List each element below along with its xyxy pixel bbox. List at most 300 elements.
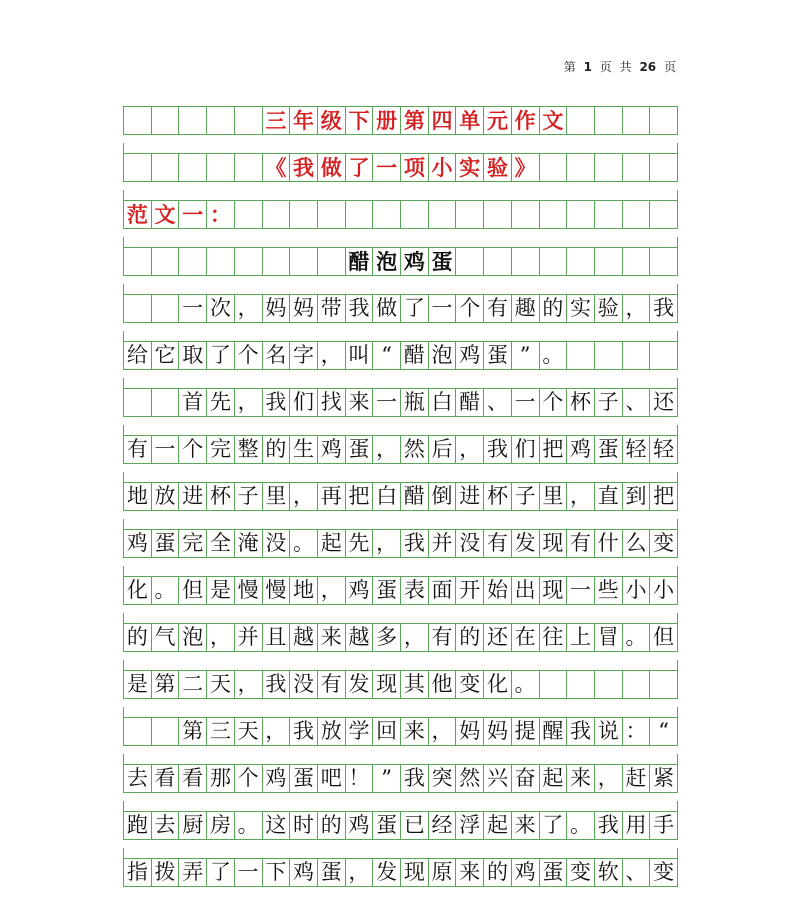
grid-row-cells — [123, 529, 678, 558]
grid-cell: 的 — [484, 859, 512, 886]
grid-cell: 用 — [623, 812, 651, 839]
grid-cell: 首 — [179, 389, 207, 416]
grid-cell: 已 — [401, 812, 429, 839]
grid-cell: 一 — [373, 154, 401, 181]
grid-cell: 提 — [512, 718, 540, 745]
grid-cell: 醋 — [401, 483, 429, 510]
row-gap — [123, 143, 678, 153]
grid-cell: 化 — [484, 671, 512, 698]
grid-cell: 到 — [623, 483, 651, 510]
grid-cell: 表 — [401, 577, 429, 604]
grid-cell: ” — [512, 342, 540, 369]
grid-cell: 小 — [429, 154, 457, 181]
grid-cell: 我 — [263, 671, 291, 698]
grid-cell: 放 — [152, 483, 180, 510]
grid-cell: ， — [456, 436, 484, 463]
grid-row — [123, 707, 678, 754]
grid-cell: 妈 — [263, 295, 291, 322]
grid-row-cells — [123, 294, 678, 323]
grid-cell: 手 — [650, 812, 678, 839]
grid-cell: 出 — [512, 577, 540, 604]
grid-cell: 趣 — [512, 295, 540, 322]
grid-cell: 来 — [512, 812, 540, 839]
grid-cell: 变 — [567, 859, 595, 886]
grid-cell: 蛋 — [373, 577, 401, 604]
grid-cell: ， — [290, 483, 318, 510]
grid-row-cells — [123, 482, 678, 511]
grid-row-cells — [123, 717, 678, 746]
grid-cell: 。 — [152, 577, 180, 604]
grid-cell: 个 — [235, 765, 263, 792]
grid-cell: ， — [207, 624, 235, 651]
page-current: 1 — [583, 60, 592, 74]
grid-row-cells — [123, 200, 678, 229]
grid-cell — [567, 201, 595, 228]
grid-cell: 蛋 — [373, 812, 401, 839]
grid-cell: 有 — [124, 436, 152, 463]
grid-cell: 把 — [650, 483, 678, 510]
grid-cell: 且 — [263, 624, 291, 651]
row-gap — [123, 378, 678, 388]
grid-cell — [346, 201, 374, 228]
grid-cell: 没 — [263, 530, 291, 557]
grid-cell: 浮 — [456, 812, 484, 839]
grid-row — [123, 801, 678, 848]
grid-cell: 整 — [235, 436, 263, 463]
grid-row — [123, 754, 678, 801]
grid-cell: 鸡 — [567, 436, 595, 463]
grid-cell: “ — [373, 342, 401, 369]
grid-cell: 下 — [346, 107, 374, 134]
grid-cell — [623, 248, 651, 275]
page-suffix: 页 — [663, 60, 676, 74]
grid-cell: 范 — [124, 201, 152, 228]
grid-cell: 册 — [373, 107, 401, 134]
grid-cell: 、 — [623, 389, 651, 416]
grid-cell — [595, 154, 623, 181]
grid-row-cells — [123, 858, 678, 887]
grid-cell: 泡 — [429, 342, 457, 369]
grid-row — [123, 848, 678, 895]
grid-cell: 的 — [456, 624, 484, 651]
grid-cell: ， — [373, 530, 401, 557]
grid-cell: 级 — [318, 107, 346, 134]
grid-cell — [263, 248, 291, 275]
grid-cell: 给 — [124, 342, 152, 369]
grid-cell: 、 — [484, 389, 512, 416]
grid-cell: 年 — [290, 107, 318, 134]
grid-cell — [567, 248, 595, 275]
grid-cell: 什 — [595, 530, 623, 557]
grid-row-cells — [123, 153, 678, 182]
grid-cell: 鸡 — [263, 765, 291, 792]
grid-row-cells — [123, 106, 678, 135]
grid-cell: 妈 — [290, 295, 318, 322]
grid-cell: 个 — [456, 295, 484, 322]
grid-cell: 气 — [152, 624, 180, 651]
grid-cell — [595, 107, 623, 134]
row-gap — [123, 754, 678, 764]
grid-cell: 了 — [346, 154, 374, 181]
grid-cell: 》 — [512, 154, 540, 181]
grid-cell: ， — [235, 295, 263, 322]
grid-cell: 子 — [235, 483, 263, 510]
grid-cell: 三 — [207, 718, 235, 745]
grid-cell: 做 — [373, 295, 401, 322]
grid-row — [123, 284, 678, 331]
grid-cell — [623, 201, 651, 228]
grid-cell: 小 — [650, 577, 678, 604]
grid-cell: 的 — [124, 624, 152, 651]
grid-row — [123, 378, 678, 425]
grid-row — [123, 190, 678, 237]
grid-cell: 作 — [512, 107, 540, 134]
grid-cell: 一 — [235, 859, 263, 886]
grid-cell: 去 — [152, 812, 180, 839]
grid-cell: 吧 — [318, 765, 346, 792]
grid-cell: 拨 — [152, 859, 180, 886]
grid-cell: ， — [373, 436, 401, 463]
grid-cell: 还 — [484, 624, 512, 651]
grid-cell: 文 — [152, 201, 180, 228]
grid-cell: ： — [207, 201, 235, 228]
grid-cell: 厨 — [179, 812, 207, 839]
grid-cell — [540, 201, 568, 228]
grid-cell: 来 — [318, 624, 346, 651]
row-gap — [123, 613, 678, 623]
page-prefix: 第 — [563, 60, 576, 74]
grid-cell: 的 — [318, 812, 346, 839]
grid-cell — [290, 201, 318, 228]
grid-row-cells — [123, 247, 678, 276]
grid-cell: 我 — [401, 765, 429, 792]
grid-cell: ， — [263, 718, 291, 745]
grid-cell: 个 — [179, 436, 207, 463]
grid-cell — [540, 154, 568, 181]
grid-cell: 醋 — [346, 248, 374, 275]
grid-cell — [124, 154, 152, 181]
grid-cell: 泡 — [373, 248, 401, 275]
grid-cell: ， — [235, 671, 263, 698]
grid-cell: 现 — [401, 859, 429, 886]
grid-cell — [179, 154, 207, 181]
grid-cell — [124, 718, 152, 745]
grid-cell: 《 — [263, 154, 291, 181]
row-gap — [123, 237, 678, 247]
grid-cell: 把 — [346, 483, 374, 510]
grid-cell: 字 — [290, 342, 318, 369]
grid-cell: 白 — [373, 483, 401, 510]
grid-row-cells — [123, 341, 678, 370]
grid-cell — [456, 201, 484, 228]
row-gap — [123, 566, 678, 576]
grid-cell — [650, 671, 678, 698]
grid-cell: 来 — [567, 765, 595, 792]
grid-cell: 现 — [540, 577, 568, 604]
grid-cell: 鸡 — [318, 436, 346, 463]
grid-cell: 妈 — [456, 718, 484, 745]
row-gap — [123, 801, 678, 811]
grid-cell: 醒 — [540, 718, 568, 745]
grid-cell: 下 — [263, 859, 291, 886]
grid-cell: 发 — [373, 859, 401, 886]
grid-cell: 一 — [152, 436, 180, 463]
grid-cell: 生 — [290, 436, 318, 463]
grid-cell: 经 — [429, 812, 457, 839]
grid-cell: 二 — [179, 671, 207, 698]
grid-cell: 鸡 — [512, 859, 540, 886]
grid-cell: 回 — [373, 718, 401, 745]
grid-cell: 一 — [179, 201, 207, 228]
grid-cell: 实 — [567, 295, 595, 322]
grid-row — [123, 660, 678, 707]
grid-cell: 来 — [346, 389, 374, 416]
grid-row — [123, 566, 678, 613]
grid-cell — [540, 671, 568, 698]
grid-cell — [650, 107, 678, 134]
grid-cell: ， — [567, 483, 595, 510]
grid-cell: 文 — [540, 107, 568, 134]
grid-cell — [650, 201, 678, 228]
grid-cell: 了 — [207, 342, 235, 369]
grid-cell — [484, 248, 512, 275]
grid-cell: 先 — [346, 530, 374, 557]
grid-cell: 往 — [540, 624, 568, 651]
grid-cell: 我 — [650, 295, 678, 322]
grid-cell — [152, 154, 180, 181]
grid-cell: 来 — [401, 718, 429, 745]
grid-cell: 把 — [540, 436, 568, 463]
grid-cell: 指 — [124, 859, 152, 886]
grid-cell — [207, 107, 235, 134]
grid-cell: 了 — [207, 859, 235, 886]
grid-cell: 醋 — [401, 342, 429, 369]
grid-cell — [263, 201, 291, 228]
grid-cell — [235, 248, 263, 275]
grid-cell — [152, 718, 180, 745]
grid-cell: 是 — [124, 671, 152, 698]
grid-cell: 还 — [650, 389, 678, 416]
grid-cell: 它 — [152, 342, 180, 369]
grid-row-cells — [123, 764, 678, 793]
grid-cell: 小 — [623, 577, 651, 604]
grid-cell — [179, 248, 207, 275]
row-gap — [123, 472, 678, 482]
grid-cell: 验 — [595, 295, 623, 322]
grid-cell — [152, 248, 180, 275]
grid-cell: 。 — [540, 342, 568, 369]
grid-cell — [595, 342, 623, 369]
row-gap — [123, 190, 678, 200]
grid-cell: 醋 — [456, 389, 484, 416]
grid-cell — [373, 201, 401, 228]
grid-cell: 赶 — [623, 765, 651, 792]
grid-cell: 起 — [318, 530, 346, 557]
grid-cell — [318, 248, 346, 275]
page-mid2: 共 — [619, 60, 632, 74]
grid-cell — [623, 342, 651, 369]
grid-cell: 有 — [318, 671, 346, 698]
grid-cell — [512, 248, 540, 275]
grid-cell: 妈 — [484, 718, 512, 745]
grid-cell — [650, 154, 678, 181]
grid-cell: 现 — [540, 530, 568, 557]
grid-cell — [152, 107, 180, 134]
grid-cell: 地 — [290, 577, 318, 604]
composition-grid — [123, 96, 678, 895]
grid-cell: 原 — [429, 859, 457, 886]
grid-cell: 那 — [207, 765, 235, 792]
grid-cell: 第 — [401, 107, 429, 134]
grid-cell: 鸡 — [124, 530, 152, 557]
grid-cell — [595, 248, 623, 275]
grid-cell: 后 — [429, 436, 457, 463]
grid-cell: 一 — [512, 389, 540, 416]
grid-cell: 取 — [179, 342, 207, 369]
grid-cell — [456, 248, 484, 275]
grid-cell: 一 — [429, 295, 457, 322]
grid-cell: 完 — [207, 436, 235, 463]
grid-cell: 直 — [595, 483, 623, 510]
grid-cell: 完 — [179, 530, 207, 557]
grid-cell: 但 — [179, 577, 207, 604]
grid-cell: 杯 — [207, 483, 235, 510]
grid-cell: 鸡 — [346, 577, 374, 604]
grid-cell: 了 — [401, 295, 429, 322]
grid-cell — [235, 201, 263, 228]
grid-cell — [318, 201, 346, 228]
grid-row-cells — [123, 576, 678, 605]
grid-cell — [623, 671, 651, 698]
grid-cell: 多 — [373, 624, 401, 651]
grid-cell — [235, 107, 263, 134]
grid-row-cells — [123, 435, 678, 464]
grid-cell: 的 — [540, 295, 568, 322]
grid-cell — [124, 248, 152, 275]
grid-cell: 我 — [263, 389, 291, 416]
grid-cell — [235, 154, 263, 181]
grid-row — [123, 96, 678, 143]
grid-cell: 其 — [401, 671, 429, 698]
grid-cell: ， — [401, 624, 429, 651]
grid-cell: 我 — [484, 436, 512, 463]
grid-cell: 变 — [650, 859, 678, 886]
row-gap — [123, 284, 678, 294]
grid-cell: 再 — [318, 483, 346, 510]
grid-cell — [484, 201, 512, 228]
grid-cell: 么 — [623, 530, 651, 557]
grid-cell: 越 — [290, 624, 318, 651]
grid-cell: 这 — [263, 812, 291, 839]
grid-cell: 始 — [484, 577, 512, 604]
grid-cell: 起 — [484, 812, 512, 839]
page-total: 26 — [639, 60, 657, 74]
grid-cell: 突 — [429, 765, 457, 792]
grid-cell: 蛋 — [484, 342, 512, 369]
grid-cell: “ — [650, 718, 678, 745]
row-gap — [123, 660, 678, 670]
grid-cell: 进 — [456, 483, 484, 510]
grid-cell: 白 — [429, 389, 457, 416]
grid-cell: 变 — [650, 530, 678, 557]
grid-cell: 些 — [595, 577, 623, 604]
grid-cell: 们 — [290, 389, 318, 416]
grid-cell: 蛋 — [540, 859, 568, 886]
grid-cell: 第 — [179, 718, 207, 745]
grid-cell: 放 — [318, 718, 346, 745]
grid-cell: 地 — [124, 483, 152, 510]
grid-cell: 们 — [512, 436, 540, 463]
grid-cell: 一 — [179, 295, 207, 322]
grid-cell: ， — [429, 718, 457, 745]
grid-cell: 里 — [540, 483, 568, 510]
row-gap — [123, 707, 678, 717]
grid-cell: 三 — [263, 107, 291, 134]
grid-cell: 一 — [373, 389, 401, 416]
grid-cell — [290, 248, 318, 275]
grid-cell: 是 — [207, 577, 235, 604]
grid-cell: 有 — [567, 530, 595, 557]
grid-cell: 但 — [650, 624, 678, 651]
grid-cell: 变 — [456, 671, 484, 698]
grid-cell: 面 — [429, 577, 457, 604]
page-mid1: 页 — [599, 60, 612, 74]
grid-cell: ， — [595, 765, 623, 792]
page-number — [562, 58, 678, 75]
grid-cell: 并 — [429, 530, 457, 557]
grid-row-cells — [123, 811, 678, 840]
grid-cell: 跑 — [124, 812, 152, 839]
grid-cell — [207, 248, 235, 275]
grid-cell — [650, 342, 678, 369]
grid-cell — [152, 389, 180, 416]
grid-cell — [567, 342, 595, 369]
grid-cell: 奋 — [512, 765, 540, 792]
grid-cell: 子 — [512, 483, 540, 510]
grid-cell: 。 — [512, 671, 540, 698]
grid-cell: ： — [623, 718, 651, 745]
grid-row — [123, 237, 678, 284]
grid-cell: 紧 — [650, 765, 678, 792]
grid-cell: 。 — [567, 812, 595, 839]
grid-cell — [595, 201, 623, 228]
grid-cell: 然 — [456, 765, 484, 792]
grid-cell: 没 — [456, 530, 484, 557]
grid-cell: ” — [373, 765, 401, 792]
row-gap — [123, 331, 678, 341]
row-gap — [123, 519, 678, 529]
grid-cell: 。 — [235, 812, 263, 839]
grid-cell — [540, 248, 568, 275]
grid-cell: 轻 — [650, 436, 678, 463]
grid-cell — [124, 389, 152, 416]
grid-cell: 鸡 — [346, 812, 374, 839]
grid-cell: 在 — [512, 624, 540, 651]
row-gap — [123, 848, 678, 858]
grid-cell: 鸡 — [456, 342, 484, 369]
grid-cell: 里 — [263, 483, 291, 510]
grid-cell: 蛋 — [318, 859, 346, 886]
grid-cell: 第 — [152, 671, 180, 698]
grid-cell: 蛋 — [152, 530, 180, 557]
grid-row — [123, 143, 678, 190]
grid-cell: 有 — [484, 530, 512, 557]
grid-cell: 发 — [346, 671, 374, 698]
row-gap — [123, 425, 678, 435]
grid-cell: 。 — [623, 624, 651, 651]
grid-cell: 房 — [207, 812, 235, 839]
grid-cell: 没 — [290, 671, 318, 698]
